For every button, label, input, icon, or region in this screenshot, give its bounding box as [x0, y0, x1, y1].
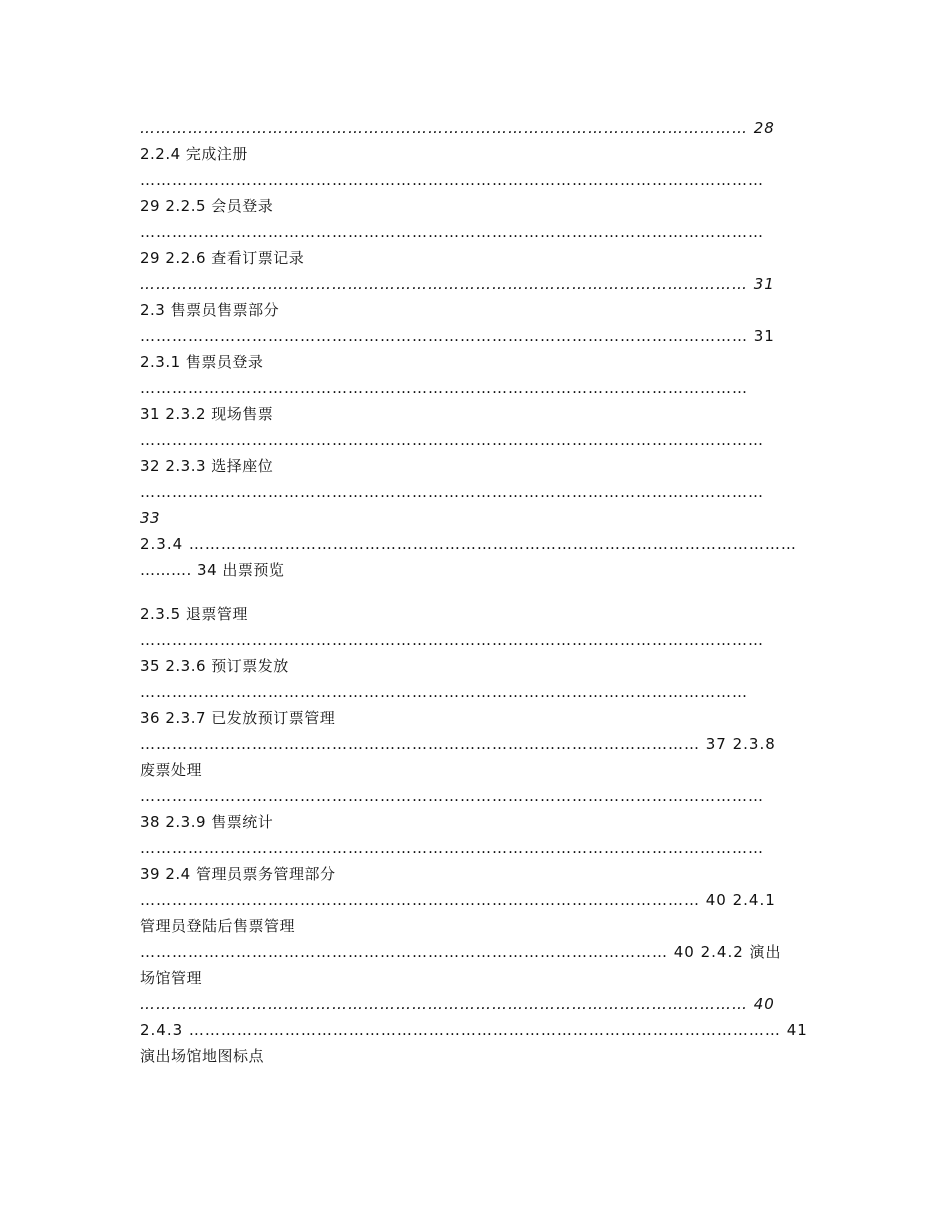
toc-line-32: ……………………………………………………………………………………… 40 2.4.2 演出 [140, 943, 782, 961]
toc-line-18: ………. 34 出票预览 [140, 561, 285, 579]
toc-line-12: 31 2.3.2 现场售票 [140, 405, 274, 423]
toc-line-10: 2.3.1 售票员登录 [140, 353, 264, 371]
toc-line-22: …………………………………………………………………………………………………… [140, 683, 748, 701]
toc-line-8: 2.3 售票员售票部分 [140, 301, 280, 319]
toc-line-29: 39 2.4 管理员票务管理部分 [140, 865, 336, 883]
toc-line-11: …………………………………………………………………………………………………… [140, 379, 748, 397]
toc-line-4: 29 2.2.5 会员登录 [140, 197, 274, 215]
toc-line-33: 场馆管理 [140, 969, 203, 987]
toc-line-5: ……………………………………………………………………………………………………… [140, 223, 764, 241]
toc-line-36: 演出场馆地图标点 [140, 1047, 265, 1065]
toc-line-16: 33 [140, 509, 161, 527]
toc-line-28: ……………………………………………………………………………………………………… [140, 839, 764, 857]
toc-line-35: 2.4.3 ………………………………………………………………………………………………… 41 [140, 1021, 808, 1039]
toc-line-20: ……………………………………………………………………………………………………… [140, 631, 764, 649]
toc-line-15: ……………………………………………………………………………………………………… [140, 483, 764, 501]
toc-line-34: …………………………………………………………………………………………………… 40 [140, 995, 775, 1013]
toc-line-1: …………………………………………………………………………………………………… 28 [140, 119, 775, 137]
toc-line-7: …………………………………………………………………………………………………… 31 [140, 275, 775, 293]
toc-line-19: 2.3.5 退票管理 [140, 605, 248, 623]
toc-line-31: 管理员登陆后售票管理 [140, 917, 296, 935]
toc-line-30: …………………………………………………………………………………………… 40 2.4.1 [140, 891, 776, 909]
toc-line-26: ……………………………………………………………………………………………………… [140, 787, 764, 805]
toc-line-13: ……………………………………………………………………………………………………… [140, 431, 764, 449]
toc-line-21: 35 2.3.6 预订票发放 [140, 657, 289, 675]
toc-line-2: 2.2.4 完成注册 [140, 145, 248, 163]
toc-line-3: ……………………………………………………………………………………………………… [140, 171, 764, 189]
toc-line-27: 38 2.3.9 售票统计 [140, 813, 274, 831]
toc-line-17: 2.3.4 …………………………………………………………………………………………………… [140, 535, 797, 553]
toc-line-9: …………………………………………………………………………………………………… 31 [140, 327, 775, 345]
toc-line-14: 32 2.3.3 选择座位 [140, 457, 274, 475]
toc-line-24: …………………………………………………………………………………………… 37 2.3.8 [140, 735, 776, 753]
toc-line-23: 36 2.3.7 已发放预订票管理 [140, 709, 336, 727]
toc-line-6: 29 2.2.6 查看订票记录 [140, 249, 305, 267]
toc-line-25: 废票处理 [140, 761, 203, 779]
